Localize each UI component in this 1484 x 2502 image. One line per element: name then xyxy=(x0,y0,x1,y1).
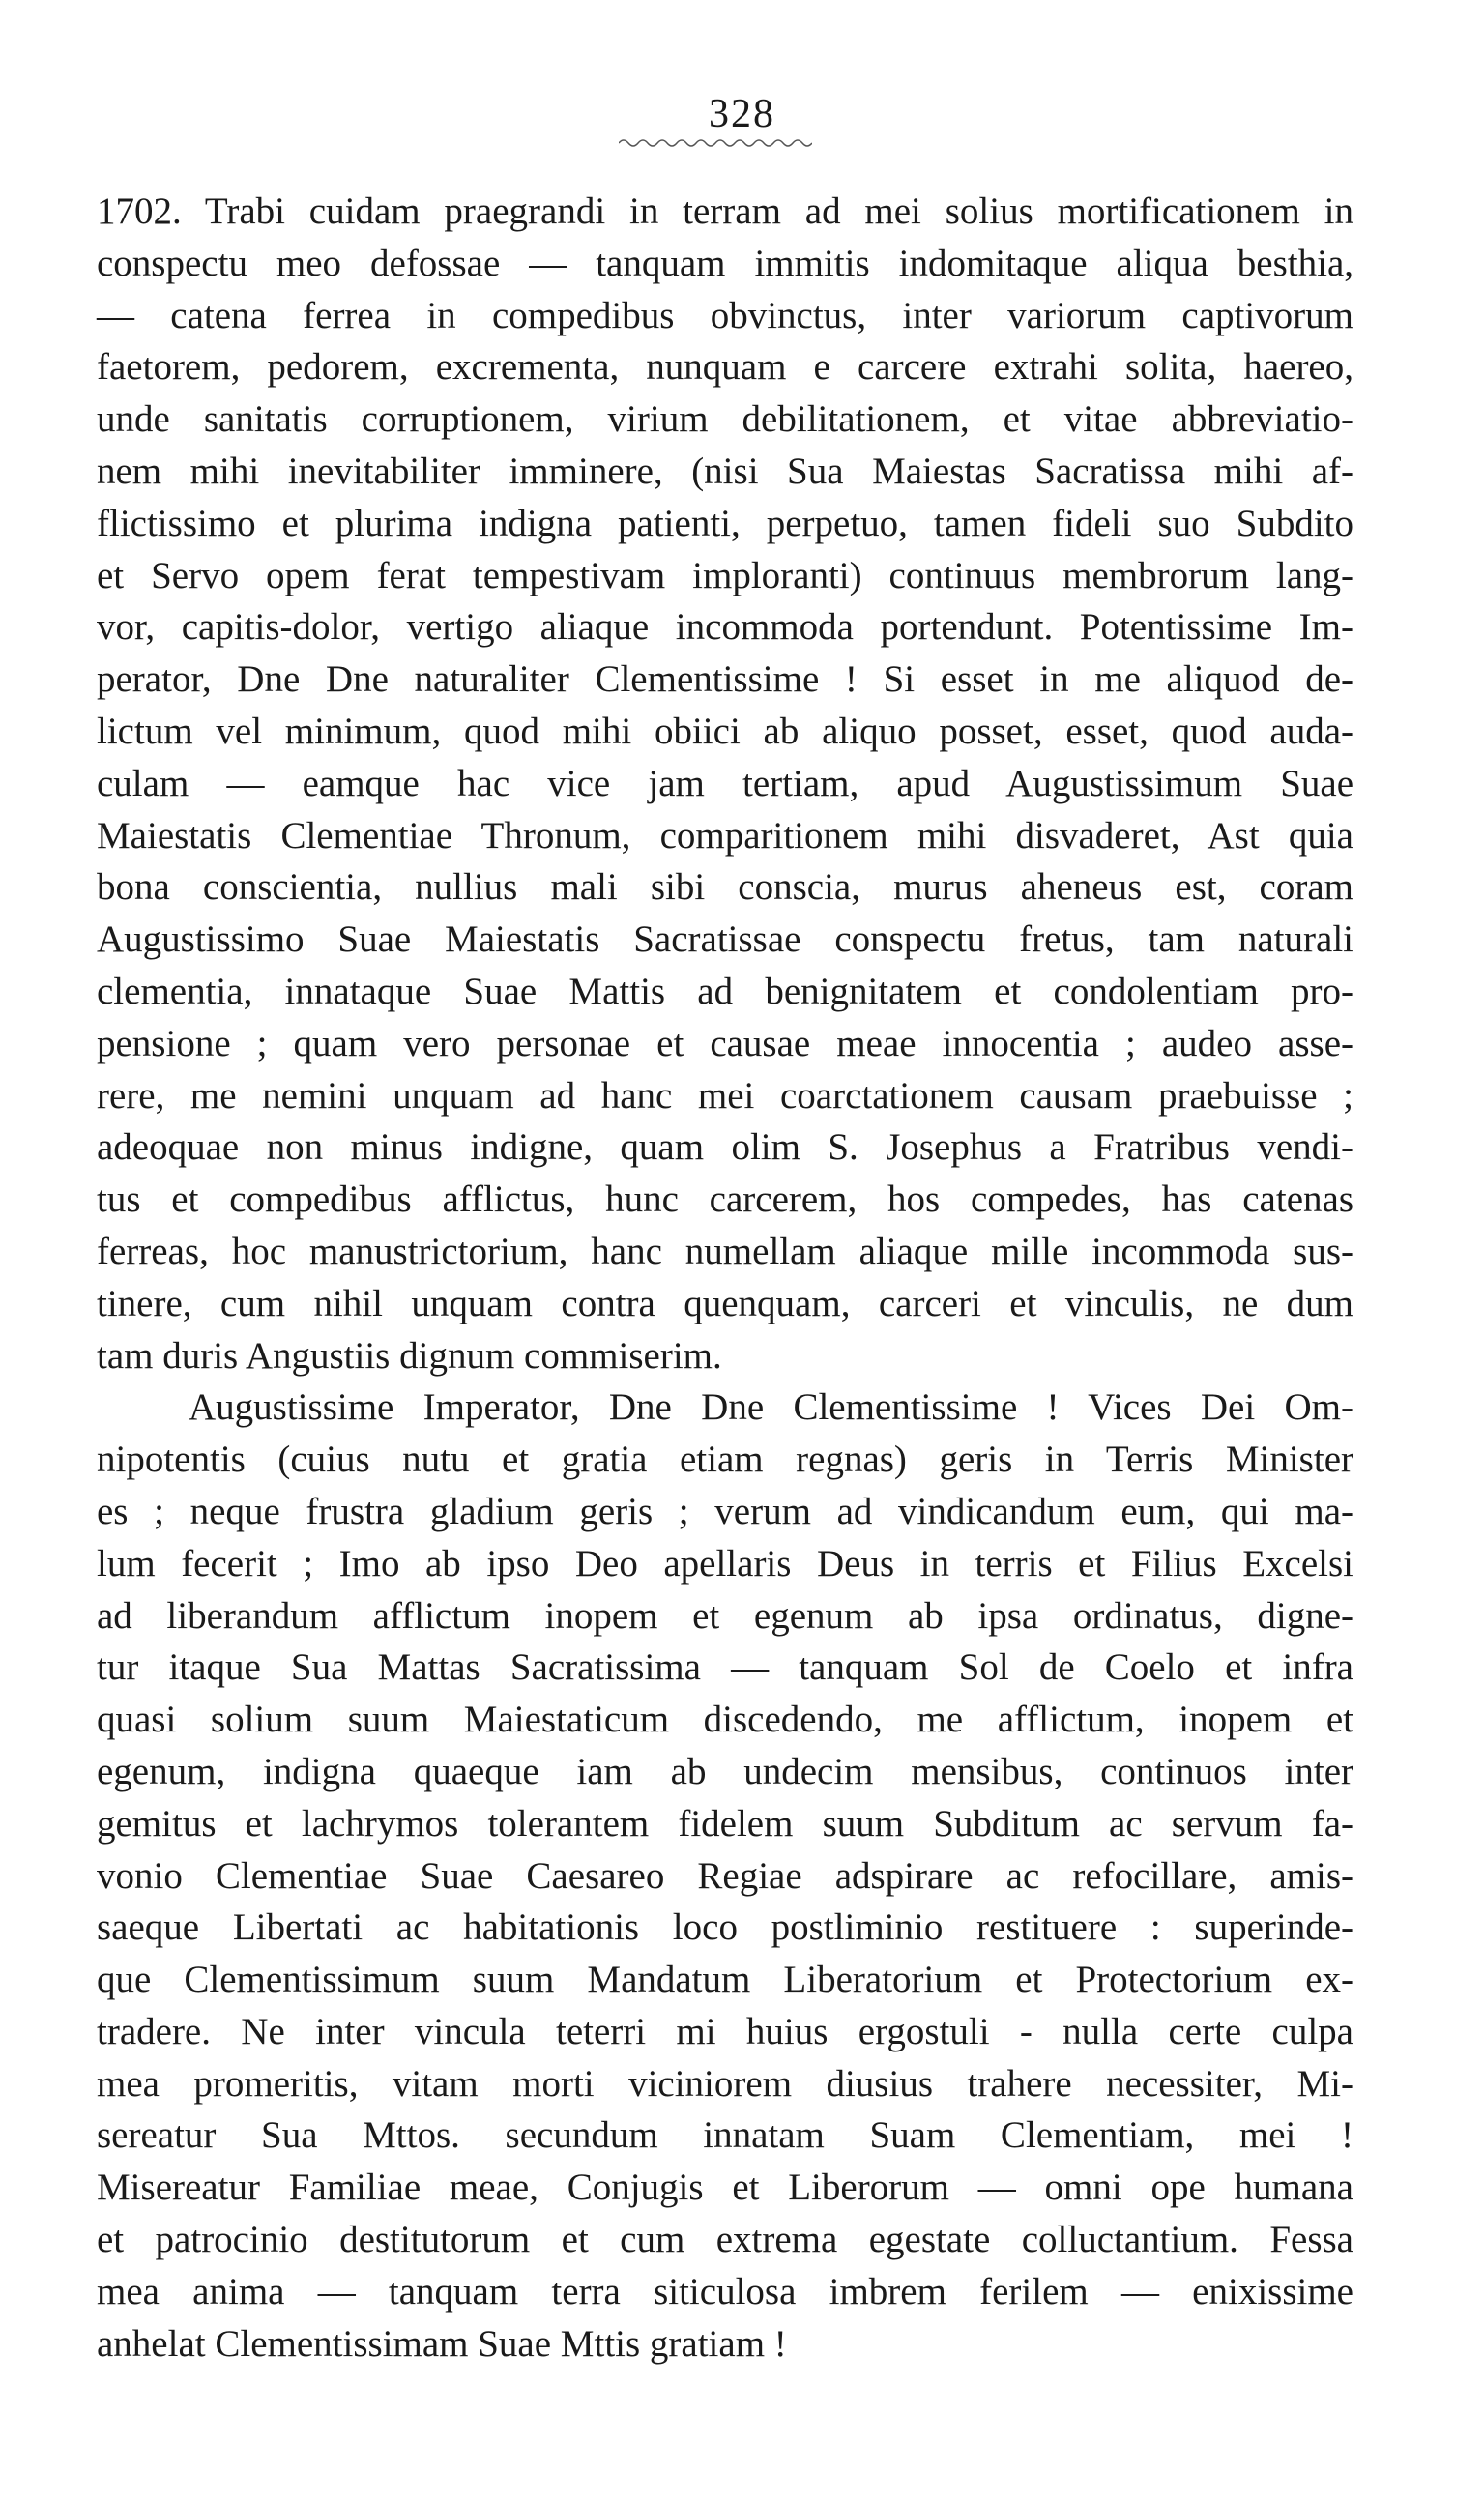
text-line: faetorem, pedorem, excrementa, nunquam e carcere extrahi solita, haereo, xyxy=(97,346,1353,389)
body-text xyxy=(97,186,1353,2370)
text-line: saeque Libertati ac habitationis loco postliminio restituere : superinde- xyxy=(97,1906,1353,1949)
text-line: vonio Clementiae Suae Caesareo Regiae adspirare ac refocillare, amis- xyxy=(97,1854,1353,1897)
text-line: tur itaque Sua Mattas Sacratissima — tanquam Sol de Coelo et infra xyxy=(97,1646,1353,1689)
text-line: es ; neque frustra gladium geris ; verum ad vindicandum eum, qui ma- xyxy=(97,1490,1353,1532)
text-line: tradere. Ne inter vincula teterri mi huius ergostuli - nulla certe culpa xyxy=(97,2010,1353,2052)
text-line: 1702. Trabi cuidam praegrandi in terram ad mei solius mortificationem in xyxy=(97,190,1353,232)
text-line: et Servo opem ferat tempestivam imploranti) continuus membrorum lang- xyxy=(97,554,1353,596)
text-line: adeoquae non minus indigne, quam olim S. Josephus a Fratribus vendi- xyxy=(97,1126,1353,1169)
text-line: lum fecerit ; Imo ab ipso Deo apellaris Deus in terris et Filius Excelsi xyxy=(97,1542,1353,1585)
text-line: tus et compedibus afflictus, hunc carcerem, hos compedes, has catenas xyxy=(97,1178,1353,1221)
text-line: — catena ferrea in compedibus obvinctus, inter variorum captivorum xyxy=(97,294,1353,336)
text-line: anhelat Clementissimam Suae Mttis gratiam ! xyxy=(97,2322,787,2365)
page-number: 328 xyxy=(709,92,775,136)
text-line: et patrocinio destitutorum et cum extrema egestate colluctantium. Fessa xyxy=(97,2219,1353,2261)
text-line: tinere, cum nihil unquam contra quenquam, carceri et vinculis, ne dum xyxy=(97,1282,1353,1324)
text-line: clementia, innataque Suae Mattis ad benignitatem et condolentiam pro- xyxy=(97,970,1353,1012)
text-line: ferreas, hoc manustrictorium, hanc numellam aliaque mille incommoda sus- xyxy=(97,1230,1353,1272)
text-line: perator, Dne Dne naturaliter Clementissime ! Si esset in me aliquod de- xyxy=(97,658,1353,701)
paragraph xyxy=(97,186,1353,1382)
text-line: egenum, indigna quaeque iam ab undecim mensibus, continuos inter xyxy=(97,1750,1353,1792)
text-line: mea anima — tanquam terra siticulosa imbrem ferilem — enixissime xyxy=(97,2270,1353,2313)
text-line: Augustissime Imperator, Dne Dne Clementissime ! Vices Dei Om- xyxy=(189,1386,1353,1429)
text-line: Maiestatis Clementiae Thronum, comparitionem mihi disvaderet, Ast quia xyxy=(97,814,1353,857)
text-line: Augustissimo Suae Maiestatis Sacratissae conspectu fretus, tam naturali xyxy=(97,918,1353,961)
text-line: tam duris Angustiis dignum commiserim. xyxy=(97,1334,722,1377)
paragraph xyxy=(97,1382,1353,2370)
text-line: que Clementissimum suum Mandatum Liberatorium et Protectorium ex- xyxy=(97,1959,1353,2001)
text-line: sereatur Sua Mttos. secundum innatam Suam Clementiam, mei ! xyxy=(97,2114,1353,2157)
text-line: pensione ; quam vero personae et causae meae innocentia ; audeo asse- xyxy=(97,1022,1353,1064)
text-line: vor, capitis-dolor, vertigo aliaque incommoda portendunt. Potentissime Im- xyxy=(97,606,1353,649)
text-line: Misereatur Familiae meae, Conjugis et Liberorum — omni ope humana xyxy=(97,2167,1353,2209)
text-line: nipotentis (cuius nutu et gratia etiam regnas) geris in Terris Minister xyxy=(97,1439,1353,1481)
text-line: rere, me nemini unquam ad hanc mei coarctationem causam praebuisse ; xyxy=(97,1074,1353,1117)
text-line: ad liberandum afflictum inopem et egenum ab ipsa ordinatus, digne- xyxy=(97,1594,1353,1637)
text-line: culam — eamque hac vice jam tertiam, apud Augustissimum Suae xyxy=(97,762,1353,804)
text-line: flictissimo et plurima indigna patienti, perpetuo, tamen fideli suo Subdito xyxy=(97,502,1353,544)
wavy-rule-ornament xyxy=(619,135,812,151)
text-line: lictum vel minimum, quod mihi obiici ab aliquo posset, esset, quod auda- xyxy=(97,710,1353,752)
text-line: gemitus et lachrymos tolerantem fidelem suum Subditum ac servum fa- xyxy=(97,1802,1353,1845)
text-line: unde sanitatis corruptionem, virium debilitationem, et vitae abbreviatio- xyxy=(97,398,1353,441)
text-line: mea promeritis, vitam morti viciniorem diusius trahere necessiter, Mi- xyxy=(97,2062,1353,2105)
text-line: nem mihi inevitabiliter imminere, (nisi Sua Maiestas Sacratissa mihi af- xyxy=(97,450,1353,492)
text-line: quasi solium suum Maiestaticum discedendo, me afflictum, inopem et xyxy=(97,1699,1353,1741)
text-line: bona conscientia, nullius mali sibi conscia, murus aheneus est, coram xyxy=(97,866,1353,909)
text-line: conspectu meo defossae — tanquam immitis indomitaque aliqua besthia, xyxy=(97,242,1353,284)
